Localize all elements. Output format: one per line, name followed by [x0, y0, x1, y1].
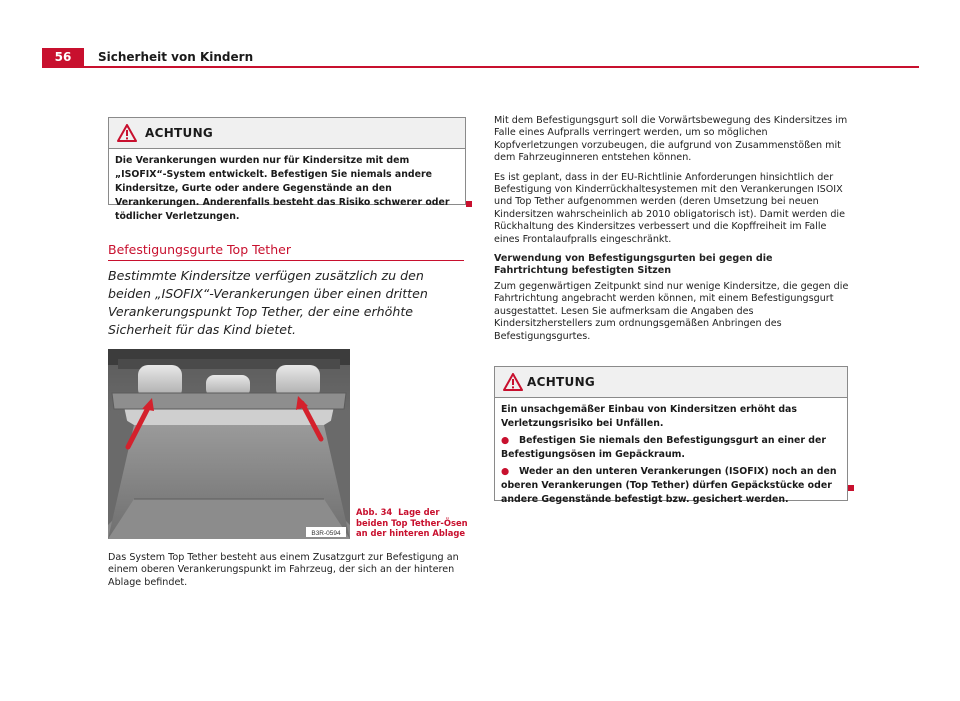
- warning-bullet-item: [501, 434, 841, 462]
- warning-body: [495, 398, 847, 513]
- figure-caption-label: Abb. 34: [356, 507, 393, 517]
- bullet-icon: ●: [501, 435, 510, 446]
- body-paragraph-3: Zum gegenwärtigen Zeitpunkt sind nur wenige Kindersitze, die gegen die Fahrtrichtung angebracht werden können, mit einem Befestigungsgurt ausgestattet. Lesen Sie aufmerksam die Angaben des Kindersitzherstellers zum ordnungsgemäßen Anbringen des Befestigungsgurtes.: [494, 280, 849, 342]
- warning-title: ACHTUNG: [527, 375, 596, 389]
- body-paragraph-2: Es ist geplant, dass in der EU-Richtlinie Anforderungen hinsichtlich der Befestigung von Kinderrückhaltesystemen mit den Verankerungen ISOIX und Top Tether aufgenommen werden (deren Umsetzung bei neuen Kindersitzen wahrscheinlich ab 2010 obligatorisch ist). Damit werden die Rückhaltung des Kindersitzes verbessert und die Kopffreiheit im Falle eines Frontalaufpralls eingeschränkt.: [494, 171, 846, 245]
- warning-header: [495, 367, 847, 398]
- page-number: 56: [42, 48, 84, 66]
- section-title: Sicherheit von Kindern: [98, 50, 254, 64]
- body-paragraph-1: Mit dem Befestigungsgurt soll die Vorwärtsbewegung des Kindersitzes im Falle eines Aufpralls verringert werden, um so möglichen Kopfverletzungen vorzubeugen, die aufgrund von Zusammenstößen mit dem Fahrzeuginneren entstehen können.: [494, 115, 848, 164]
- bullet-icon: ●: [501, 466, 510, 477]
- section-heading: Befestigungsgurte Top Tether: [108, 242, 291, 257]
- warning-text: Ein unsachgemäßer Einbau von Kindersitzen erhöht das Verletzungsrisiko bei Unfällen.: [501, 404, 797, 429]
- section-intro: Bestimmte Kindersitze verfügen zusätzlich zu den beiden „ISOFIX“-Verankerungen über einen dritten Verankerungspunkt Top Tether, der eine erhöhte Sicherheit für das Kind bietet.: [108, 268, 428, 337]
- section-end-marker: [466, 201, 472, 207]
- body-paragraph: Das System Top Tether besteht aus einem Zusatzgurt zur Befestigung an einem oberen Verankerungspunkt im Fahrzeug, der sich an der hinteren Ablage befindet.: [108, 552, 459, 588]
- section-end-marker: [848, 485, 854, 491]
- warning-body: [109, 149, 465, 230]
- subheading: Verwendung von Befestigungsgurten bei gegen die Fahrtrichtung befestigten Sitzen: [494, 253, 773, 277]
- warning-box-isofix: [108, 117, 466, 222]
- right-body: [494, 115, 850, 350]
- warning-triangle-icon: [503, 373, 523, 391]
- figure-trunk-photo: [108, 349, 350, 539]
- heading-rule: [108, 260, 464, 261]
- warning-triangle-icon: [117, 124, 137, 142]
- trunk-illustration: [108, 349, 350, 539]
- warning-bullet-text: Befestigen Sie niemals den Befestigungsgurt an einer der Befestigungsösen im Gepäckraum.: [501, 435, 826, 460]
- warning-bullet-item: [501, 465, 841, 507]
- figure-code: B3R-0594: [311, 530, 341, 537]
- left-body: [108, 552, 464, 596]
- warning-header: [109, 118, 465, 149]
- warning-title: ACHTUNG: [145, 126, 214, 140]
- warning-bullet-text: Weder an den unteren Verankerungen (ISOFIX) noch an den oberen Verankerungen (Top Tether) dürfen Gepäckstücke oder andere Gegenstände befestigt bzw. gesichert werden.: [501, 466, 837, 505]
- header-rule: [42, 66, 919, 68]
- warning-text: Die Verankerungen wurden nur für Kindersitze mit dem „ISOFIX“-System entwickelt. Befestigen Sie niemals andere Kindersitze, Gurte oder andere Gegenstände an den Verankerungen. Anderenfalls besteht das Risiko schwerer oder tödlicher Verletzungen.: [115, 155, 450, 222]
- figure-caption: [356, 507, 468, 539]
- warning-box-installation: [494, 366, 848, 505]
- figure-caption-text: Lage der beiden Top Tether-Ösen an der hinteren Ablage: [356, 507, 468, 538]
